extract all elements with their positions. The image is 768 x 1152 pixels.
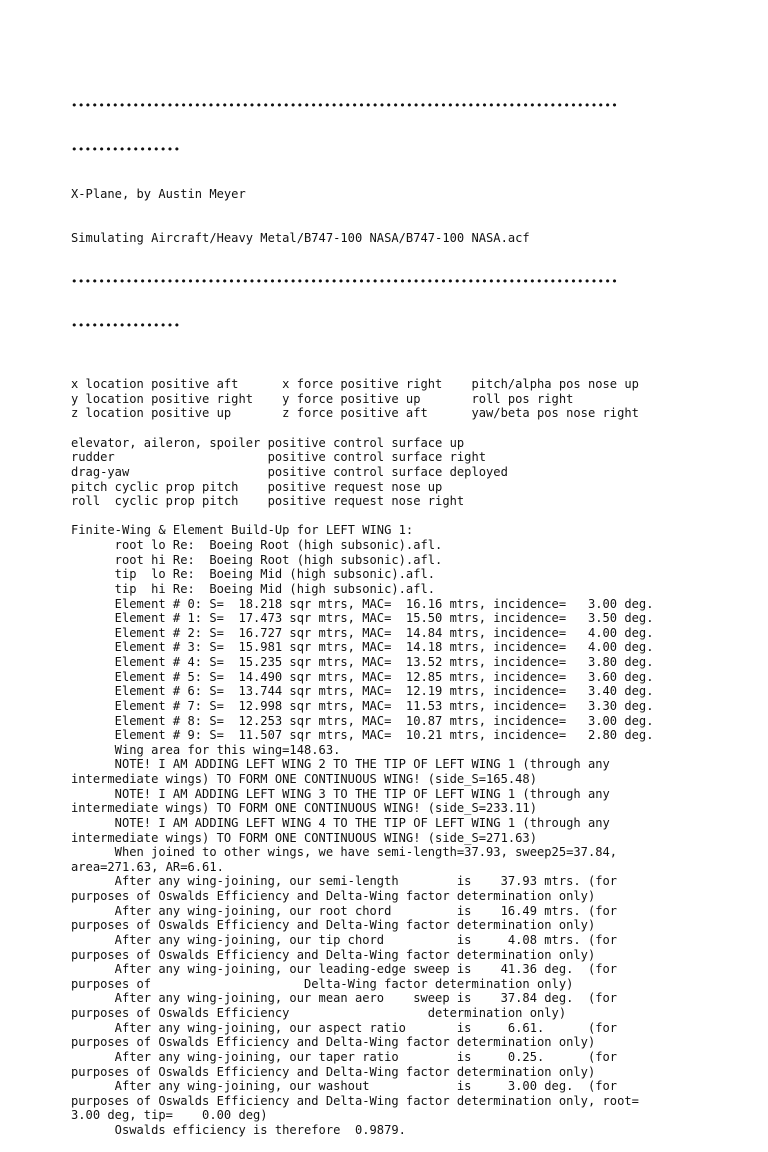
log-line: After any wing-joining, our tip chord is 4.08 mtrs. (for xyxy=(71,932,618,947)
log-line: purposes of Delta-Wing factor determination only) xyxy=(71,976,574,991)
log-line: purposes of Oswalds Efficiency and Delta-Wing factor determination only) xyxy=(71,1035,596,1050)
aircraft-path: Simulating Aircraft/Heavy Metal/B747-100 NASA/B747-100 NASA.acf xyxy=(71,230,530,245)
log-document xyxy=(71,70,761,1152)
log-line: intermediate wings) TO FORM ONE CONTINUOUS WING! (side_S=233.11) xyxy=(71,801,537,816)
separator-bottom-line-1: •••••••••••••••••••••••••••••••••••••••••••••••••••••••••••••••••••••••••••••••• xyxy=(71,274,619,288)
log-body xyxy=(71,363,761,1138)
log-line: NOTE! I AM ADDING LEFT WING 3 TO THE TIP OF LEFT WING 1 (through any xyxy=(71,786,610,801)
log-line: intermediate wings) TO FORM ONE CONTINUOUS WING! (side_S=165.48) xyxy=(71,772,537,786)
log-line: Element # 8: S= 12.253 sqr mtrs, MAC= 10.87 mtrs, incidence= 3.00 deg. xyxy=(71,713,654,728)
log-line: Wing area for this wing=148.63. xyxy=(71,742,341,757)
separator-top-line-1: •••••••••••••••••••••••••••••••••••••••••••••••••••••••••••••••••••••••••••••••• xyxy=(71,99,619,113)
log-line: After any wing-joining, our aspect ratio is 6.61. (for xyxy=(71,1020,618,1035)
log-line: rudder positive control surface right xyxy=(71,450,487,465)
log-line: root hi Re: Boeing Root (high subsonic).afl. xyxy=(71,552,443,567)
log-line: After any wing-joining, our root chord is 16.49 mtrs. (for xyxy=(71,903,618,918)
log-line: Element # 6: S= 13.744 sqr mtrs, MAC= 12.19 mtrs, incidence= 3.40 deg. xyxy=(71,684,654,699)
log-line: Element # 1: S= 17.473 sqr mtrs, MAC= 15.50 mtrs, incidence= 3.50 deg. xyxy=(71,611,654,626)
separator-bottom-line-2: •••••••••••••••• xyxy=(71,318,181,332)
log-line: tip hi Re: Boeing Mid (high subsonic).afl. xyxy=(71,581,436,596)
log-line: When joined to other wings, we have semi-length=37.93, sweep25=37.84, xyxy=(71,845,618,860)
log-line: area=271.63, AR=6.61. xyxy=(71,859,224,874)
log-line: x location positive aft x force positive right pitch/alpha pos nose up xyxy=(71,377,639,392)
log-line: Element # 7: S= 12.998 sqr mtrs, MAC= 11.53 mtrs, incidence= 3.30 deg. xyxy=(71,698,654,713)
log-line: drag-yaw positive control surface deployed xyxy=(71,464,508,479)
log-line: purposes of Oswalds Efficiency and Delta-Wing factor determination only) xyxy=(71,889,596,903)
log-line: purposes of Oswalds Efficiency and Delta-Wing factor determination only) xyxy=(71,1064,596,1079)
log-line: pitch cyclic prop pitch positive request nose up xyxy=(71,479,443,494)
log-line: Element # 9: S= 11.507 sqr mtrs, MAC= 10.21 mtrs, incidence= 2.80 deg. xyxy=(71,728,654,743)
log-line: elevator, aileron, spoiler positive control surface up xyxy=(71,435,465,450)
log-line: root lo Re: Boeing Root (high subsonic).afl. xyxy=(71,538,443,552)
log-line: purposes of Oswalds Efficiency and Delta-Wing factor determination only) xyxy=(71,918,596,933)
separator-top-line-2: •••••••••••••••• xyxy=(71,143,181,157)
log-line: Element # 4: S= 15.235 sqr mtrs, MAC= 13.52 mtrs, incidence= 3.80 deg. xyxy=(71,655,654,669)
log-line: intermediate wings) TO FORM ONE CONTINUOUS WING! (side_S=271.63) xyxy=(71,830,537,845)
document-title: X-Plane, by Austin Meyer xyxy=(71,187,246,201)
log-line xyxy=(71,363,761,378)
log-line: tip lo Re: Boeing Mid (high subsonic).afl. xyxy=(71,567,436,582)
log-line: z location positive up z force positive aft yaw/beta pos nose right xyxy=(71,406,639,421)
log-line: roll cyclic prop pitch positive request nose right xyxy=(71,494,465,509)
log-line: purposes of Oswalds Efficiency determination only) xyxy=(71,1006,567,1020)
log-line: y location positive right y force positive up roll pos right xyxy=(71,391,574,406)
log-line: After any wing-joining, our washout is 3.00 deg. (for xyxy=(71,1079,618,1094)
log-line: purposes of Oswalds Efficiency and Delta-Wing factor determination only, root= xyxy=(71,1093,639,1108)
log-line: Element # 5: S= 14.490 sqr mtrs, MAC= 12.85 mtrs, incidence= 3.60 deg. xyxy=(71,669,654,684)
log-line: After any wing-joining, our mean aero sweep is 37.84 deg. (for xyxy=(71,991,618,1006)
log-line: After any wing-joining, our leading-edge sweep is 41.36 deg. (for xyxy=(71,962,618,977)
log-line xyxy=(71,421,761,436)
log-line: After any wing-joining, our semi-length is 37.93 mtrs. (for xyxy=(71,874,618,889)
log-line: Finite-Wing & Element Build-Up for LEFT WING 1: xyxy=(71,523,414,538)
log-line: Element # 0: S= 18.218 sqr mtrs, MAC= 16.16 mtrs, incidence= 3.00 deg. xyxy=(71,596,654,611)
log-line: NOTE! I AM ADDING LEFT WING 4 TO THE TIP OF LEFT WING 1 (through any xyxy=(71,815,610,830)
log-line: 3.00 deg, tip= 0.00 deg) xyxy=(71,1108,268,1123)
log-line: purposes of Oswalds Efficiency and Delta-Wing factor determination only) xyxy=(71,947,596,962)
log-line: Oswalds efficiency is therefore 0.9879. xyxy=(71,1123,406,1137)
log-line: NOTE! I AM ADDING LEFT WING 2 TO THE TIP OF LEFT WING 1 (through any xyxy=(71,757,610,772)
log-line: Element # 3: S= 15.981 sqr mtrs, MAC= 14.18 mtrs, incidence= 4.00 deg. xyxy=(71,640,654,655)
log-line xyxy=(71,509,761,524)
log-line: After any wing-joining, our taper ratio is 0.25. (for xyxy=(71,1049,618,1064)
log-line: Element # 2: S= 16.727 sqr mtrs, MAC= 14.84 mtrs, incidence= 4.00 deg. xyxy=(71,625,654,640)
